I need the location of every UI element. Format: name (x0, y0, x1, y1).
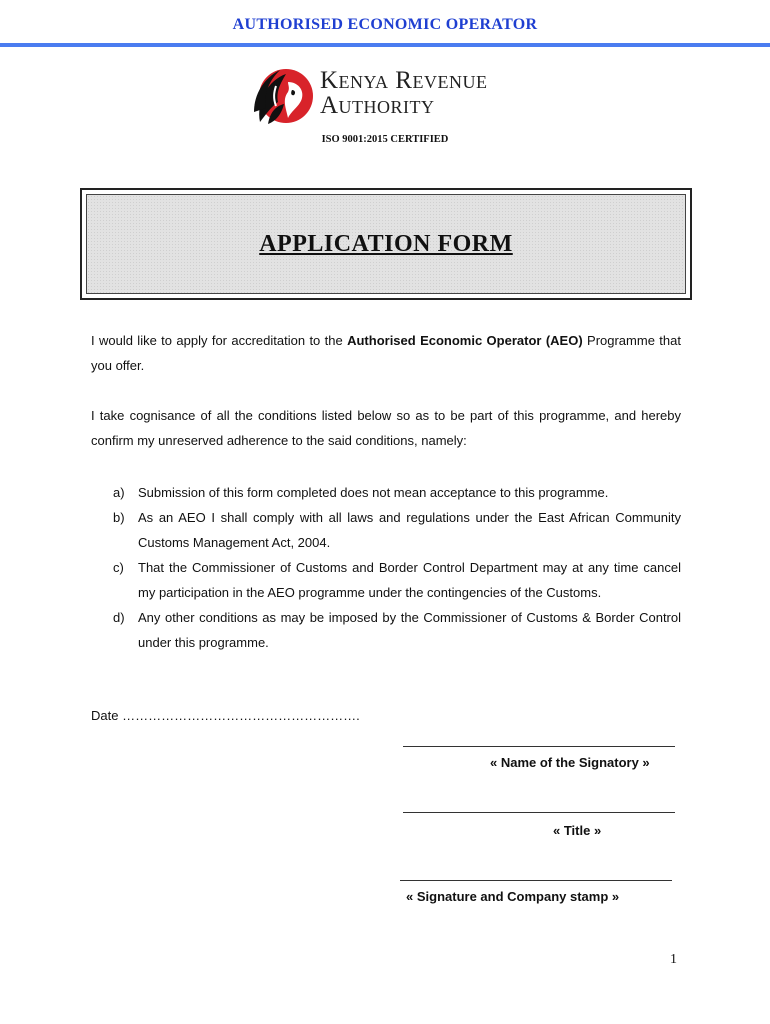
logo-line-2: Authority (320, 92, 435, 119)
intro-paragraph (91, 328, 681, 378)
cognisance-paragraph: I take cognisance of all the conditions listed below so as to be part of this programme, and hereby confirm my unreserved adherence to the said conditions, namely: (91, 408, 681, 448)
intro-text-before: I would like to apply for accreditation to the (91, 333, 348, 348)
title-line[interactable] (403, 812, 675, 813)
lion-emblem-icon (246, 62, 316, 130)
list-item-text: Any other conditions as may be imposed by the Commissioner of Customs & Border Control under this programme. (138, 610, 681, 650)
title-label: « Title » (553, 823, 602, 838)
list-item-text: That the Commissioner of Customs and Border Control Department may at any time cancel my participation in the AEO programme under the contingencies of the Customs. (138, 560, 681, 600)
form-title-banner-fill (86, 194, 686, 294)
logo-wordmark (320, 68, 487, 118)
document-header-title: AUTHORISED ECONOMIC OPERATOR (232, 16, 538, 33)
date-field[interactable]: Date ………………………………………………. (91, 708, 360, 723)
intro-text-bold: Authorised Economic Operator (AEO) (347, 333, 583, 348)
list-item (91, 555, 681, 605)
signature-stamp-line[interactable] (400, 880, 672, 881)
signature-stamp-label: « Signature and Company stamp » (406, 889, 620, 904)
list-marker: d) (113, 610, 125, 625)
list-item (91, 505, 681, 555)
logo-line-1: Kenya Revenue (320, 67, 488, 94)
signatory-name-label: « Name of the Signatory » (490, 755, 650, 770)
header-divider (0, 43, 770, 47)
form-title-banner (80, 188, 692, 300)
list-marker: c) (113, 560, 124, 575)
form-title: APPLICATION FORM (259, 231, 513, 257)
signatory-name-line[interactable] (403, 746, 675, 747)
list-item-text: Submission of this form completed does not mean acceptance to this programme. (138, 485, 609, 500)
list-marker: a) (113, 485, 125, 500)
list-marker: b) (113, 510, 125, 525)
kra-logo (246, 62, 546, 130)
list-item (91, 605, 681, 655)
iso-certification: ISO 9001:2015 CERTIFIED (321, 134, 449, 145)
list-item (91, 480, 681, 505)
list-item-text: As an AEO I shall comply with all laws and regulations under the East African Community Customs Management Act, 2004. (138, 510, 681, 550)
intro-text-after: Programme that you offer. (91, 333, 681, 373)
page-number: 1 (670, 952, 677, 967)
conditions-list (91, 480, 681, 655)
